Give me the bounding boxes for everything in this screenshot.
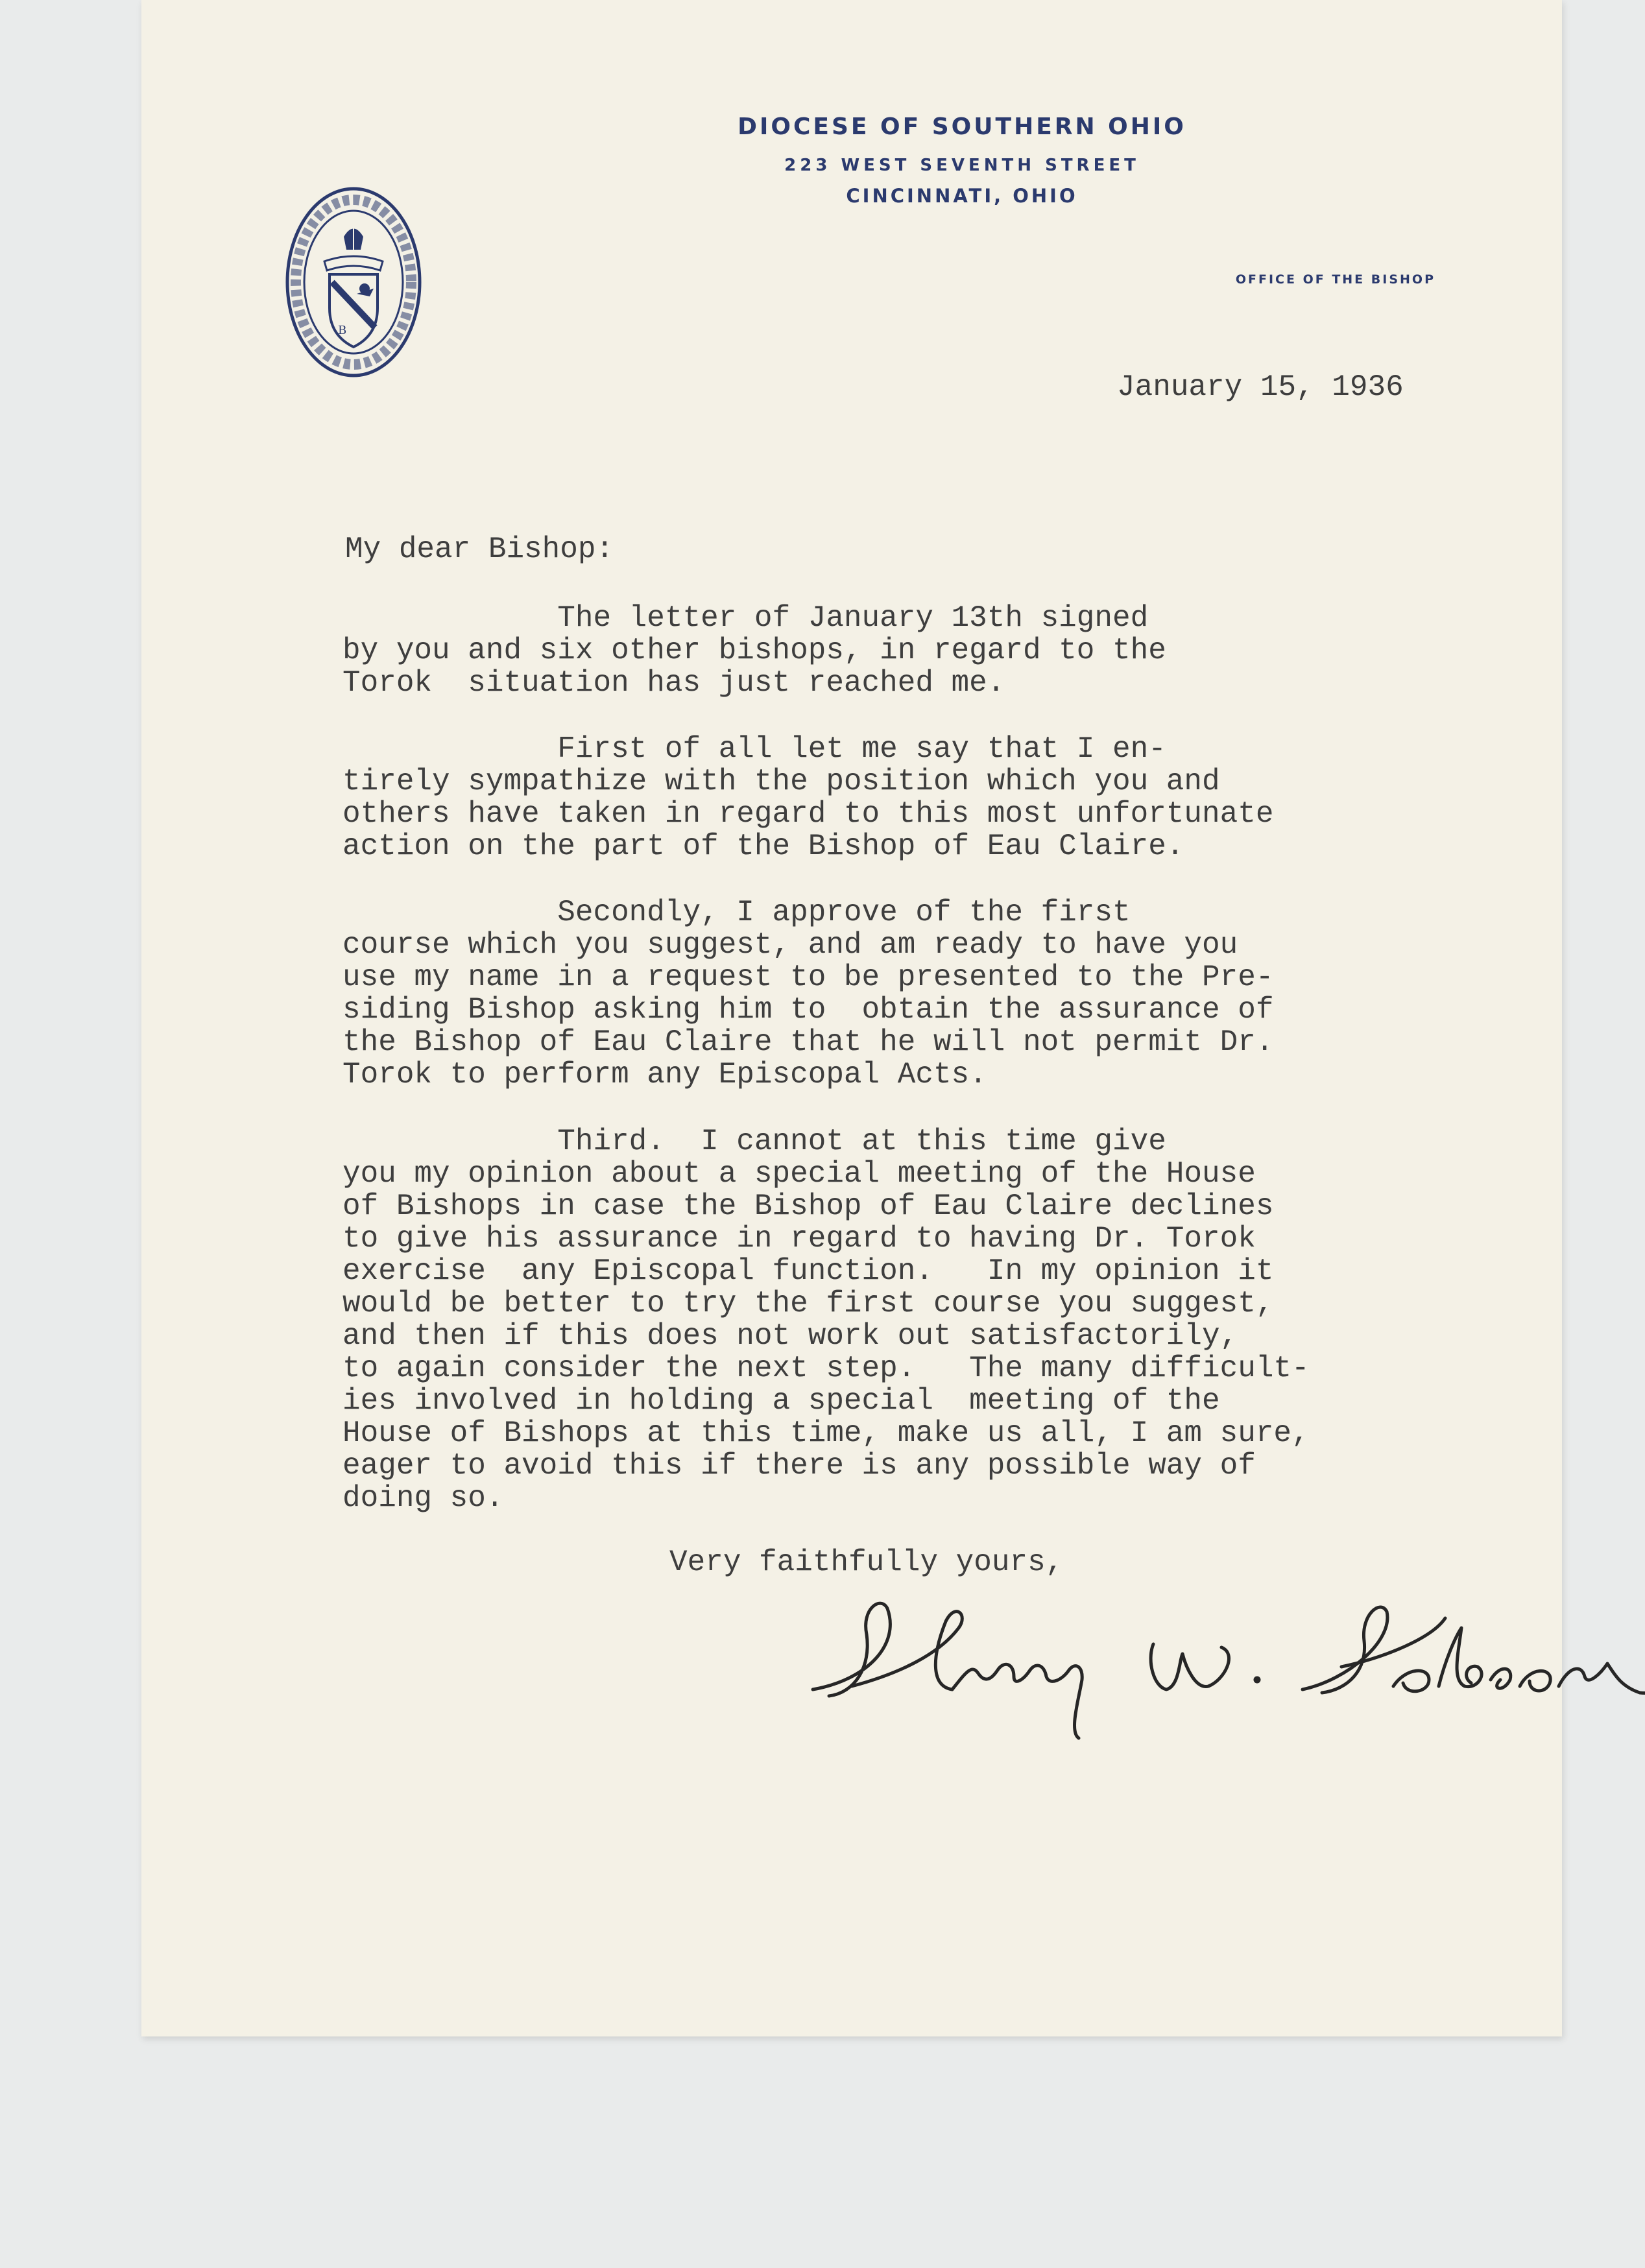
letterhead-organization: DIOCESE OF SOUTHERN OHIO <box>738 113 1186 140</box>
letter-closing: Very faithfully yours, <box>669 1546 1064 1579</box>
letter-paragraph: The letter of January 13th signed by you and six other bishops, in regard to the Torok situation has just reached me. <box>342 601 1166 700</box>
letter-paragraph: Secondly, I approve of the first course which you suggest, and am ready to have you use my name in a request to be presented to the Pre- siding Bishop asking him to obtain the assurance of the Bishop of Eau Claire that he will not permit Dr. Torok to perform any Episcopal Acts. <box>342 896 1274 1092</box>
letterhead-office: OFFICE OF THE BISHOP <box>1235 272 1435 287</box>
letterhead-city: CINCINNATI, OHIO <box>846 185 1078 207</box>
handwritten-signature <box>790 1582 1645 1751</box>
letter-paragraph: First of all let me say that I en- tirely sympathize with the position which you and others have taken in regard to this most unfortunate action on the part of the Bishop of Eau Claire. <box>342 732 1274 863</box>
svg-text:B: B <box>338 324 347 337</box>
letter-salutation: My dear Bishop: <box>345 532 614 566</box>
letterhead-street: 223 WEST SEVENTH STREET <box>784 156 1140 175</box>
letter-paragraph: Third. I cannot at this time give you my opinion about a special meeting of the House of Bishops in case the Bishop of Eau Claire declines to give his assurance in regard to having Dr. Torok exercise any Episcopal function. In my opinion it would be better to try the first course you suggest, and then if this does not work out satisfactorily, to again consider the next step. The many difficult- ies involved in holding a special meeting of the House of Bishops at this time, make us all, I am sure, eager to avoid this if there is any possible way of doing so. <box>342 1125 1310 1515</box>
letter-page <box>141 0 1562 2036</box>
diocese-seal-icon <box>284 185 423 379</box>
letter-date: January 15, 1936 <box>1117 370 1404 404</box>
